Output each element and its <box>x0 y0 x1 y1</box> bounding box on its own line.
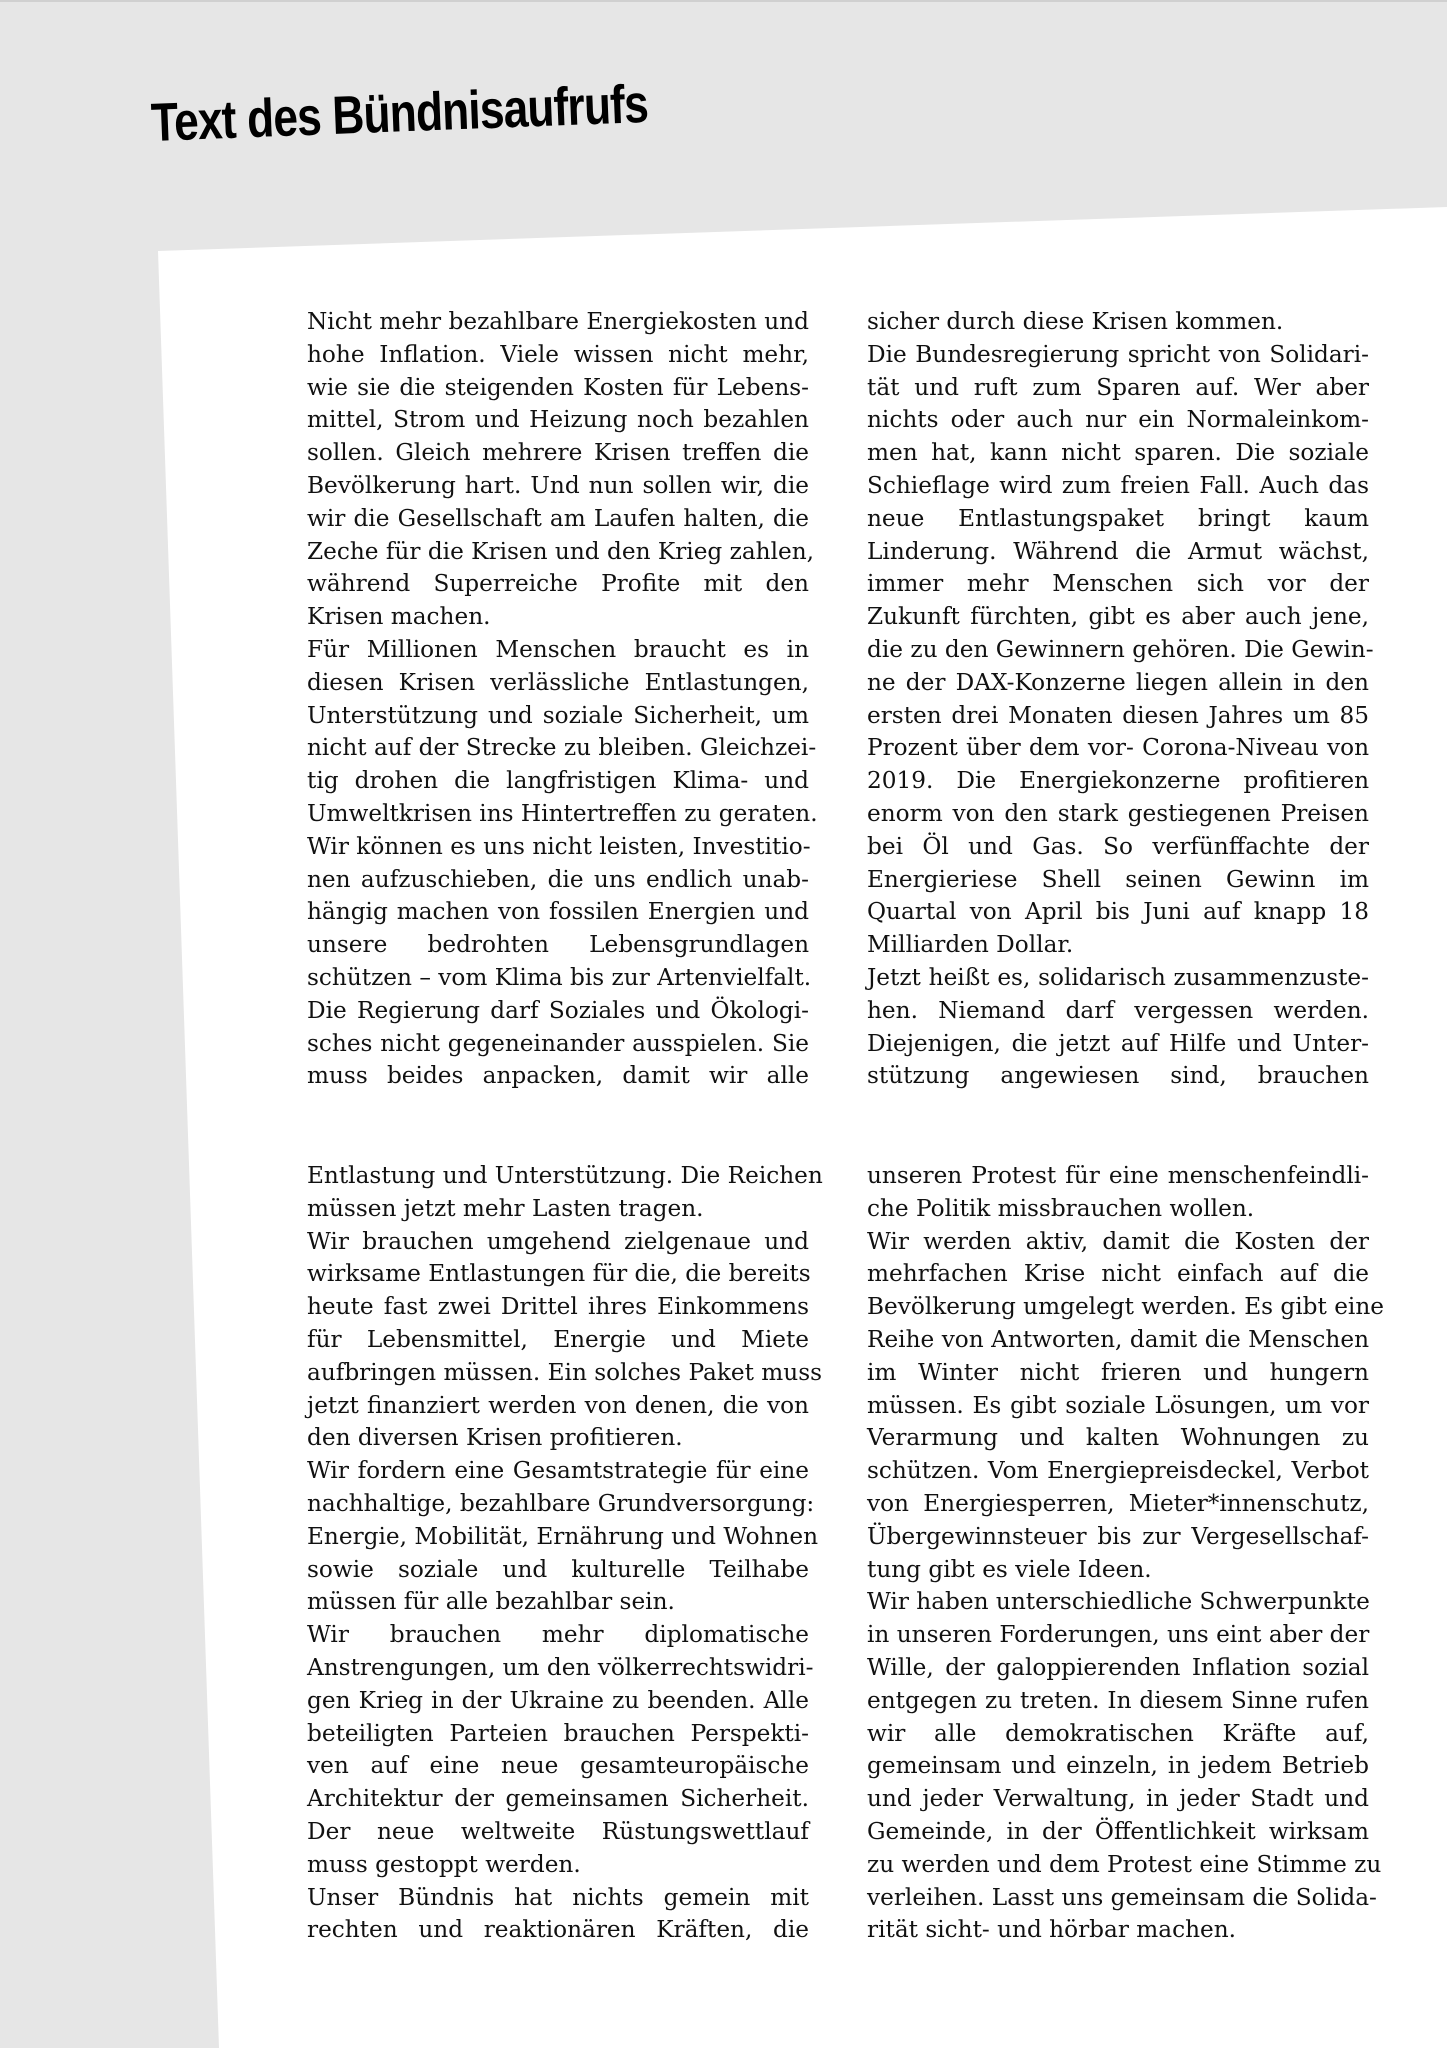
text-line: Jetzt heißt es, solidarisch zusammenzuste- <box>867 963 1369 991</box>
text-line: Die Bundesregierung spricht von Solidari- <box>867 340 1369 368</box>
text-line: Milliarden Dollar. <box>867 931 1074 959</box>
text-line: gen Krieg in der Ukraine zu beenden. Alle <box>307 1686 809 1714</box>
text-line: nachhaltige, bezahlbare Grundversorgung: <box>307 1489 815 1517</box>
text-line: Wir können es uns nicht leisten, Investitio- <box>307 832 811 860</box>
text-line: während Superreiche Profite mit den <box>307 570 809 598</box>
text-line: aufbringen müssen. Ein solches Paket muss <box>307 1358 823 1386</box>
text-line: Umweltkrisen ins Hintertreffen zu geraten. <box>307 799 818 827</box>
text-line: men hat, kann nicht sparen. Die soziale <box>867 439 1369 467</box>
text-line: hen. Niemand darf vergessen werden. <box>867 996 1369 1024</box>
text-line: immer mehr Menschen sich vor der <box>867 570 1369 598</box>
text-line: Prozent über dem vor- Corona-Niveau von <box>867 734 1369 762</box>
text-line: sollen. Gleich mehrere Krisen treffen die <box>307 439 809 467</box>
text-line: von Energiesperren, Mieter*innenschutz, <box>867 1489 1369 1517</box>
text-line: tät und ruft zum Sparen auf. Wer aber <box>867 373 1369 401</box>
text-line: schützen – vom Klima bis zur Artenvielfalt. <box>307 963 812 991</box>
text-line: wirksame Entlastungen für die, die bereits <box>307 1260 811 1288</box>
text-line: ersten drei Monaten diesen Jahres um 85 <box>867 701 1369 729</box>
text-line: Wille, der galoppierenden Inflation sozial <box>867 1653 1369 1681</box>
text-line: in unseren Forderungen, uns eint aber der <box>867 1621 1370 1649</box>
text-line: Die Regierung darf Soziales und Ökologi- <box>307 996 809 1024</box>
text-line: Architektur der gemeinsamen Sicherheit. <box>307 1785 809 1813</box>
text-line: entgegen zu treten. In diesem Sinne rufen <box>867 1686 1369 1714</box>
text-line: Wir fordern eine Gesamtstrategie für eine <box>307 1457 809 1485</box>
text-line: Schieflage wird zum freien Fall. Auch das <box>867 471 1369 499</box>
text-line: bei Öl und Gas. So verfünffachte der <box>867 832 1369 860</box>
text-column-2 <box>867 306 1374 1093</box>
text-line: Verarmung und kalten Wohnungen zu <box>867 1424 1369 1452</box>
text-line: und jeder Verwaltung, in jeder Stadt und <box>867 1785 1369 1813</box>
text-line: nicht auf der Strecke zu bleiben. Gleichzei- <box>307 734 817 762</box>
text-line: gemeinsam und einzeln, in jedem Betrieb <box>867 1752 1369 1780</box>
text-line: Bevölkerung umgelegt werden. Es gibt eine <box>867 1293 1385 1321</box>
text-line: Diejenigen, die jetzt auf Hilfe und Unter- <box>867 1029 1369 1057</box>
text-line: mehrfachen Krise nicht einfach auf die <box>867 1260 1369 1288</box>
text-line: Zukunft fürchten, gibt es aber auch jene, <box>867 603 1369 631</box>
text-line: sches nicht gegeneinander ausspielen. Sie <box>307 1029 809 1057</box>
text-line: Reihe von Antworten, damit die Menschen <box>867 1325 1369 1353</box>
text-line: Gemeinde, in der Öffentlichkeit wirksam <box>867 1817 1369 1845</box>
text-column-3 <box>307 1160 823 1947</box>
text-line: Nicht mehr bezahlbare Energiekosten und <box>307 308 809 335</box>
text-line: muss gestoppt werden. <box>307 1850 581 1878</box>
text-line: müssen. Es gibt soziale Lösungen, um vor <box>867 1391 1369 1419</box>
text-line: sowie soziale und kulturelle Teilhabe <box>307 1555 809 1583</box>
text-line: mittel, Strom und Heizung noch bezahlen <box>307 406 809 434</box>
text-line: rität sicht- und hörbar machen. <box>867 1916 1237 1944</box>
text-line: ven auf eine neue gesamteuropäische <box>307 1752 809 1780</box>
text-line: ne der DAX-Konzerne liegen allein in den <box>867 668 1369 696</box>
text-line: schützen. Vom Energiepreisdeckel, Verbot <box>867 1457 1369 1485</box>
text-line: heute fast zwei Drittel ihres Einkommens <box>307 1293 809 1321</box>
text-line: zu werden und dem Protest eine Stimme zu <box>867 1850 1382 1878</box>
text-line: für Lebensmittel, Energie und Miete <box>307 1325 809 1353</box>
text-line: wie sie die steigenden Kosten für Lebens- <box>307 373 809 401</box>
text-line: Unterstützung und soziale Sicherheit, um <box>307 701 809 729</box>
text-line: tig drohen die langfristigen Klima- und <box>307 767 809 795</box>
text-line: Zeche für die Krisen und den Krieg zahlen, <box>307 537 815 565</box>
text-line: rechten und reaktionären Kräften, die <box>307 1916 809 1944</box>
text-line: Wir brauchen mehr diplomatische <box>307 1621 809 1649</box>
text-line: tung gibt es viele Ideen. <box>867 1555 1152 1583</box>
text-line: im Winter nicht frieren und hungern <box>867 1358 1369 1386</box>
page-title: Text des Bündnisaufrufs <box>150 73 649 153</box>
text-line: Linderung. Während die Armut wächst, <box>867 537 1369 565</box>
text-line: müssen für alle bezahlbar sein. <box>307 1588 675 1616</box>
text-line: unsere bedrohten Lebensgrundlagen <box>307 931 809 959</box>
text-line: Wir haben unterschiedliche Schwerpunkte <box>867 1588 1370 1616</box>
top-border <box>0 0 1447 2</box>
text-line: Entlastung und Unterstützung. Die Reichen <box>307 1162 823 1189</box>
text-line: Energieriese Shell seinen Gewinn im <box>867 865 1369 893</box>
text-line: die zu den Gewinnern gehören. Die Gewin- <box>867 635 1374 663</box>
text-line: Bevölkerung hart. Und nun sollen wir, die <box>307 471 809 499</box>
text-line: sicher durch diese Krisen kommen. <box>867 308 1284 335</box>
text-line: verleihen. Lasst uns gemeinsam die Solida- <box>867 1883 1377 1911</box>
text-line: Quartal von April bis Juni auf knapp 18 <box>867 898 1369 926</box>
text-line: Übergewinnsteuer bis zur Vergesellschaf- <box>867 1522 1369 1550</box>
text-line: neue Entlastungspaket bringt kaum <box>867 504 1369 532</box>
text-line: stützung angewiesen sind, brauchen <box>867 1062 1369 1090</box>
text-line: Wir werden aktiv, damit die Kosten der <box>867 1227 1369 1255</box>
text-line: Krisen machen. <box>307 603 491 631</box>
text-line: muss beides anpacken, damit wir alle <box>307 1062 809 1090</box>
text-column-4 <box>867 1160 1385 1947</box>
text-line: che Politik missbrauchen wollen. <box>867 1194 1255 1222</box>
text-line: unseren Protest für eine menschenfeindli- <box>867 1162 1369 1189</box>
text-column-1 <box>307 306 818 1093</box>
text-line: Für Millionen Menschen braucht es in <box>307 635 809 663</box>
text-line: Der neue weltweite Rüstungswettlauf <box>307 1817 809 1845</box>
text-line: müssen jetzt mehr Lasten tragen. <box>307 1194 704 1222</box>
text-line: diesen Krisen verlässliche Entlastungen, <box>307 668 809 696</box>
text-line: wir alle demokratischen Kräfte auf, <box>867 1719 1369 1747</box>
text-line: Anstrengungen, um den völkerrechtswidri- <box>307 1653 814 1681</box>
text-line: 2019. Die Energiekonzerne profitieren <box>867 767 1369 795</box>
text-line: enorm von den stark gestiegenen Preisen <box>867 799 1369 827</box>
text-line: beteiligten Parteien brauchen Perspekti- <box>307 1719 809 1747</box>
text-line: hängig machen von fossilen Energien und <box>307 898 809 926</box>
text-line: jetzt finanziert werden von denen, die von <box>307 1391 809 1419</box>
text-line: nen aufzuschieben, die uns endlich unab- <box>307 865 809 893</box>
text-line: wir die Gesellschaft am Laufen halten, die <box>307 504 809 532</box>
text-line: Wir brauchen umgehend zielgenaue und <box>307 1227 809 1255</box>
text-line: den diversen Krisen profitieren. <box>307 1424 683 1452</box>
text-line: hohe Inflation. Viele wissen nicht mehr, <box>307 340 809 368</box>
text-line: Energie, Mobilität, Ernährung und Wohnen <box>307 1522 819 1550</box>
text-line: Unser Bündnis hat nichts gemein mit <box>307 1883 809 1911</box>
text-line: nichts oder auch nur ein Normaleinkom- <box>867 406 1369 434</box>
